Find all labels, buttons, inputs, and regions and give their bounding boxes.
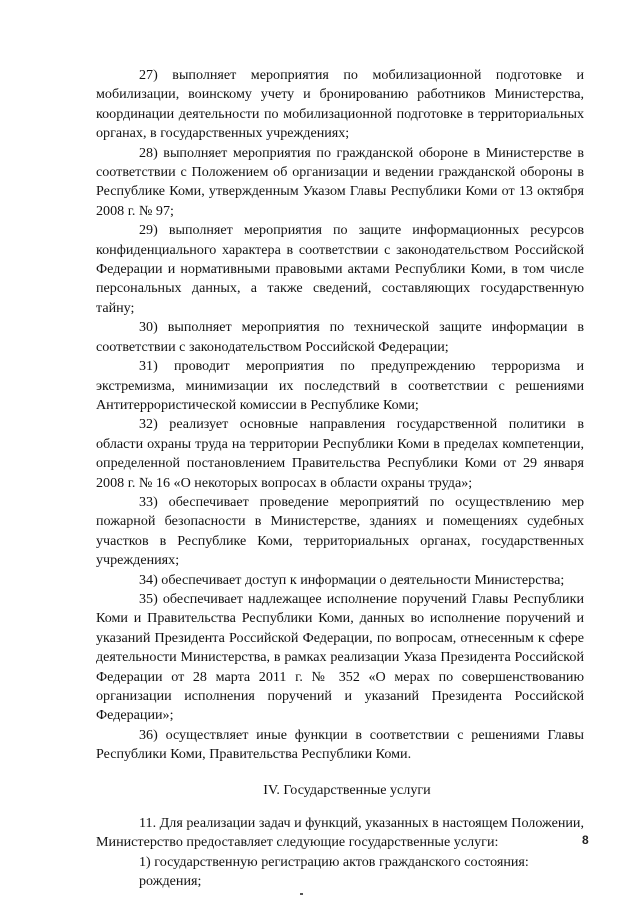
item-27: 27) выполняет мероприятия по мобилизационной подготовке и мобилизации, воинскому учету и бронированию работников Министерства, координации деятельности по мобилизационной подготовке в территориальных органах, в государственных учреждениях; (96, 67, 584, 142)
service-item-1: 1) государственную регистрацию актов гражданского состояния: (139, 853, 529, 870)
item-29: 29) выполняет мероприятия по защите информационных ресурсов конфиденциального характера в соответствии с законодательством Российской Федерации и нормативными правовыми актами Республики Коми, в том числе персональных данных, а также сведений, составляющих государственную тайну; (96, 222, 584, 316)
item-36: 36) осуществляет иные функции в соответствии с решениями Главы Республики Коми, Правительства Республики Коми. (96, 726, 584, 763)
item-30: 30) выполняет мероприятия по технической защите информации в соответствии с законодательством Российской Федерации; (96, 319, 584, 355)
item-28: 28) выполняет мероприятия по гражданской обороне в Министерстве в соответствии с Положением об организации и ведении гражданской обороны в Республике Коми, утвержденным Указом Главы Республики Коми от 13 октября 2008 г. № 97; (96, 144, 584, 219)
page-number: 8 (582, 833, 589, 847)
item-31: 31) проводит мероприятия по предупреждению терроризма и экстремизма, минимизации их последствий в соответствии с решениями Антитеррористической комиссии в Республике Коми; (96, 358, 584, 413)
clause-11: 11. Для реализации задач и функций, указанных в настоящем Положении, Министерство предоставляет следующие государственные услуги: (96, 815, 584, 851)
item-35: 35) обеспечивает надлежащее исполнение поручений Главы Республики Коми и Правительства Республики Коми, данных во исполнение поручений и указаний Президента Российской Федерации, по вопросам, отнесенным к сфере деятельности Министерства, в рамках реализации Указа Президента Российской Федерации от 28 марта 2011 г. № 352 «О мерах по совершенствованию организации исполнения поручений и указаний Президента Российской Федерации»; (96, 590, 584, 724)
service-subitem-birth: рождения; (139, 873, 202, 890)
document-body (96, 66, 584, 892)
scan-artifact (300, 893, 303, 895)
item-32: 32) реализует основные направления государственной политики в области охраны труда на территории Республики Коми в пределах компетенции, определенной постановлением Правительства Республики Коми от 29 января 2008 г. № 16 «О некоторых вопросах в области охраны труда»; (96, 416, 584, 491)
section-heading: IV. Государственные услуги (263, 781, 431, 798)
item-33: 33) обеспечивает проведение мероприятий по осуществлению мер пожарной безопасности в Министерстве, зданиях и помещениях судебных участков в Республике Коми, территориальных органах, государственных учреждениях; (96, 493, 584, 569)
item-34: 34) обеспечивает доступ к информации о деятельности Министерства; (139, 571, 565, 588)
